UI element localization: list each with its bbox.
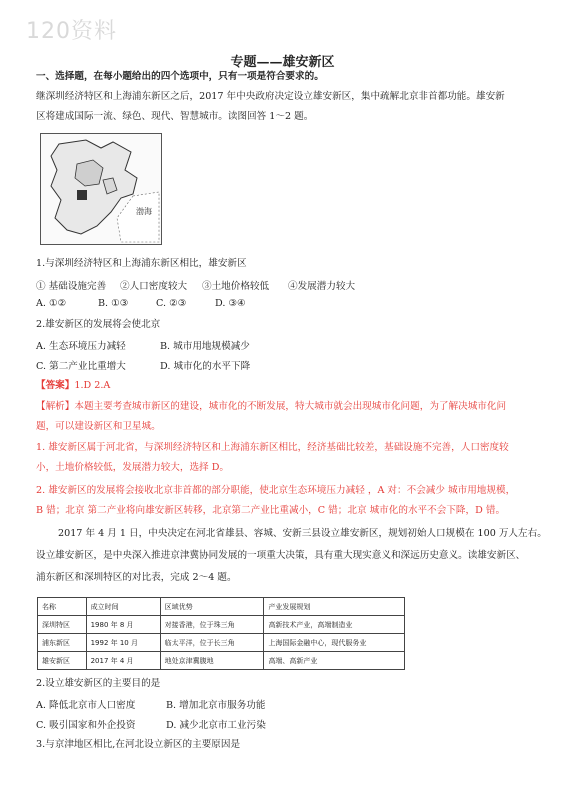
table-cell: 深圳特区 — [38, 616, 87, 634]
answer-text: 1.D 2.A — [74, 380, 111, 391]
para2-line-2: 设立雄安新区，是中央深入推进京津冀协同发展的一项重大决策，具有重大现实意义和深远历史意义。读雄安新区、 — [36, 550, 526, 561]
analysis-line-3: 1. 雄安新区属于河北省，与深圳经济特区和上海浦东新区相比，经济基础比较差，基础设施不完善，人口密度较 — [36, 442, 509, 453]
analysis-line-1: 【解析】本题主要考查城市新区的建设，城市化的不断发展，特大城市就会出现城市化问题，为了解决城市化问 — [36, 401, 507, 412]
q3-option-b[interactable]: B. 增加北京市服务功能 — [166, 700, 266, 711]
para2-line-1: 2017 年 4 月 1 日，中央决定在河北省雄县、容城、安新三县设立雄安新区，规划初始人口规模在 100 万人左右。 — [58, 528, 547, 539]
table-cell: 2017 年 4 月 — [86, 652, 160, 670]
section-heading: 一、选择题，在每小题给出的四个选项中，只有一项是符合要求的。 — [36, 71, 324, 82]
table-header: 产业发展规划 — [264, 598, 405, 616]
region-map — [41, 134, 161, 244]
q3-stem: 2.设立雄安新区的主要目的是 — [36, 678, 161, 689]
q3-option-d[interactable]: D. 减少北京市工业污染 — [166, 720, 266, 731]
analysis-line-5: 2. 雄安新区的发展将会接收北京非首都的部分职能，使北京生态环境压力减轻 ，A 对：不会减少 城市用地规模， — [36, 485, 516, 496]
page-title: 专题——雄安新区 — [230, 55, 335, 70]
intro-line-2: 区将建成国际一流、绿色、现代、智慧城市。读图回答 1～2 题。 — [36, 111, 314, 122]
table-row — [38, 652, 405, 670]
answer-line — [36, 379, 110, 393]
map-figure — [40, 133, 162, 245]
table-header: 成立时间 — [86, 598, 160, 616]
table-header: 区域优势 — [160, 598, 264, 616]
q2-option-d[interactable]: D. 城市化的水平下降 — [160, 361, 251, 372]
analysis-line-4: 小，土地价格较低，发展潜力较大，选择 D。 — [36, 462, 230, 473]
q1-option-d[interactable]: D. ③④ — [215, 298, 246, 309]
q1-option-a[interactable]: A. ①② — [36, 298, 67, 309]
q2-stem: 2.雄安新区的发展将会使北京 — [36, 319, 161, 330]
table-row — [38, 616, 405, 634]
watermark: 120资料 — [26, 19, 117, 44]
table-cell: 雄安新区 — [38, 652, 87, 670]
intro-line-1: 继深圳经济特区和上海浦东新区之后，2017 年中央政府决定设立雄安新区，集中疏解北京非首都功能。雄安新 — [36, 91, 505, 102]
q4-stem: 3.与京津地区相比,在河北设立新区的主要原因是 — [36, 739, 241, 750]
table-cell: 临太平洋，位于长三角 — [160, 634, 264, 652]
analysis-line-6: B 错；北京 第二产业将向雄安新区转移，北京第二产业比重减小，C 错；北京 城市化的水平不会下降，D 错。 — [36, 505, 506, 516]
table-header-row — [38, 598, 405, 616]
table-cell: 对接香港，位于珠三角 — [160, 616, 264, 634]
q3-option-a[interactable]: A. 降低北京市人口密度 — [36, 700, 136, 711]
q1-statement-4: ④发展潜力较大 — [288, 281, 356, 292]
q3-option-c[interactable]: C. 吸引国家和外企投资 — [36, 720, 136, 731]
table-cell: 浦东新区 — [38, 634, 87, 652]
comparison-table — [37, 597, 405, 670]
table-cell: 高端、高新产业 — [264, 652, 405, 670]
analysis-line-2: 题，可以建设新区和卫星城。 — [36, 421, 161, 432]
q1-statement-3: ③土地价格较低 — [202, 281, 270, 292]
q1-option-b[interactable]: B. ①③ — [98, 298, 129, 309]
table-header: 名称 — [38, 598, 87, 616]
table-cell: 1980 年 8 月 — [86, 616, 160, 634]
q1-statement-1: ① 基础设施完善 — [36, 281, 107, 292]
table-row — [38, 634, 405, 652]
q2-option-b[interactable]: B. 城市用地规模减少 — [160, 341, 250, 352]
sea-label: 渤海 — [136, 207, 152, 216]
table-cell: 高新技术产业，高端制造业 — [264, 616, 405, 634]
q1-option-c[interactable]: C. ②③ — [156, 298, 187, 309]
q1-statement-2: ②人口密度较大 — [120, 281, 188, 292]
q2-option-a[interactable]: A. 生态环境压力减轻 — [36, 341, 126, 352]
para2-line-3: 浦东新区和深圳特区的对比表，完成 2～4 题。 — [36, 572, 237, 583]
table-cell: 1992 年 10 月 — [86, 634, 160, 652]
q2-option-c[interactable]: C. 第二产业比重增大 — [36, 361, 126, 372]
answer-label: 【答案】 — [36, 380, 75, 391]
q1-stem: 1.与深圳经济特区和上海浦东新区相比，雄安新区 — [36, 258, 247, 269]
table-cell: 地处京津冀腹地 — [160, 652, 264, 670]
table-cell: 上海国际金融中心，现代服务业 — [264, 634, 405, 652]
